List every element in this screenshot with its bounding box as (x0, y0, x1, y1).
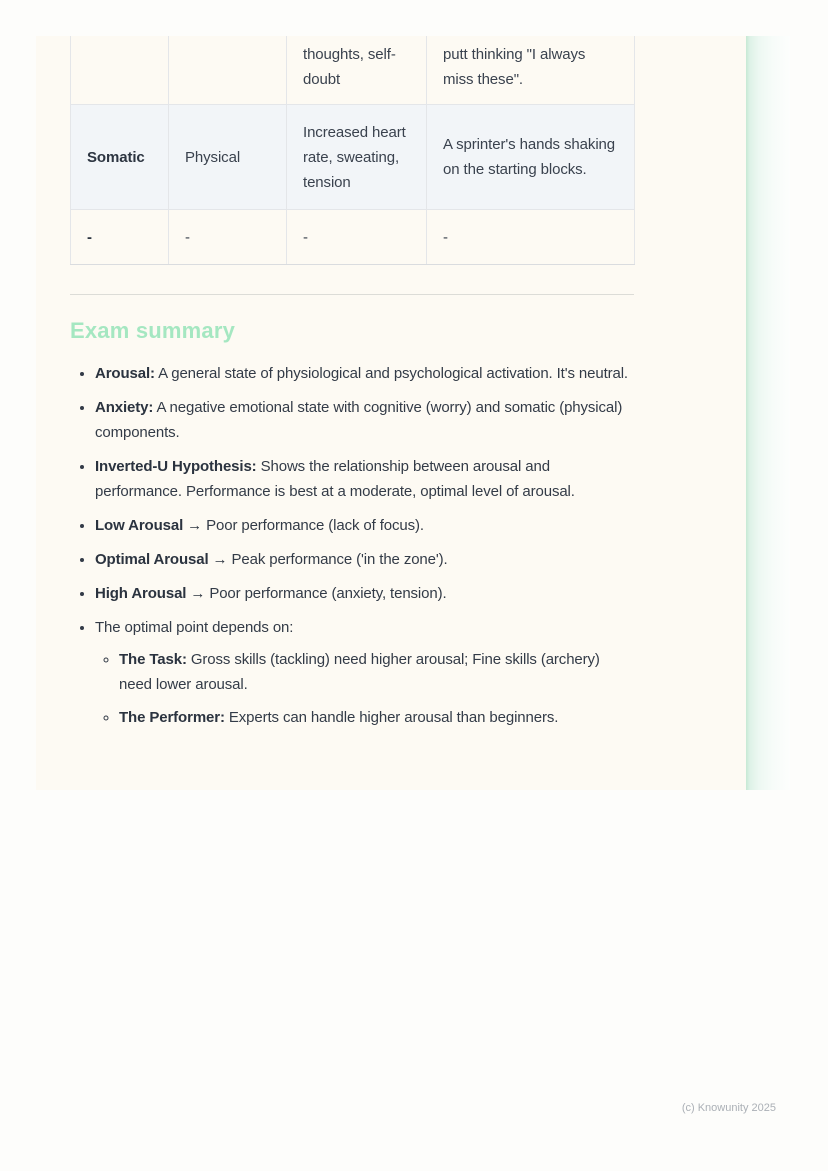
list-item-anxiety (95, 395, 634, 445)
document-content (70, 36, 634, 739)
table-cell-type: - (169, 210, 287, 265)
table-row-somatic (71, 105, 635, 210)
exam-summary-heading: Exam summary (70, 318, 236, 343)
item-text: Gross skills (tackling) need higher arousal; Fine skills (archery) need lower arousal. (119, 651, 600, 693)
list-item-low-arousal (95, 513, 634, 538)
anxiety-types-table (70, 36, 635, 265)
item-text: A negative emotional state with cognitive (worry) and somatic (physical) components. (95, 399, 623, 441)
term-label: The Performer: (119, 709, 225, 726)
table-cell-symptoms: - (287, 210, 427, 265)
term-label: The Task: (119, 651, 187, 668)
term-label: Anxiety: (95, 399, 154, 416)
table-cell-example: - (427, 210, 635, 265)
page-accent-stripe (746, 36, 790, 790)
table-cell-term: - (71, 210, 169, 265)
item-text: Shows the relationship between arousal and performance. Performance is best at a moderate, optimal level of arousal. (95, 458, 575, 500)
term-label: Low Arousal → (95, 517, 203, 534)
table-cell-type (169, 36, 287, 105)
optimal-point-sublist (95, 647, 634, 730)
table-cell-term: Somatic (71, 105, 169, 210)
term-label: High Arousal → (95, 585, 206, 602)
copyright-footer: (c) Knowunity 2025 (681, 1102, 776, 1114)
sublist-item-performer (119, 705, 634, 730)
list-item-arousal (95, 361, 634, 386)
list-item-optimal-point (95, 615, 634, 730)
list-item-optimal-arousal (95, 547, 634, 572)
content-card (36, 36, 748, 790)
term-label: Arousal: (95, 365, 155, 382)
table-cell-example: putt thinking "I always miss these". (427, 36, 635, 105)
table-row-continued (71, 36, 635, 105)
term-label: Inverted-U Hypothesis: (95, 458, 257, 475)
table-cell-type: Physical (169, 105, 287, 210)
list-item-inverted-u (95, 454, 634, 504)
exam-summary-list (70, 361, 634, 730)
item-text: Poor performance (lack of focus). (202, 517, 424, 534)
list-item-high-arousal (95, 581, 634, 606)
section-divider (70, 294, 634, 295)
term-label: Optimal Arousal → (95, 551, 228, 568)
table-cell-example: A sprinter's hands shaking on the starting blocks. (427, 105, 635, 210)
item-text: Experts can handle higher arousal than beginners. (224, 709, 559, 726)
table-row-empty (71, 210, 635, 265)
table-cell-symptoms: Increased heart rate, sweating, tension (287, 105, 427, 210)
item-text: A general state of physiological and psychological activation. It's neutral. (154, 365, 628, 382)
item-text: Poor performance (anxiety, tension). (205, 585, 447, 602)
item-text: The optimal point depends on: (95, 619, 294, 636)
sublist-item-task (119, 647, 634, 697)
table-cell-symptoms: thoughts, self-doubt (287, 36, 427, 105)
item-text: Peak performance ('in the zone'). (227, 551, 448, 568)
table-cell-term (71, 36, 169, 105)
